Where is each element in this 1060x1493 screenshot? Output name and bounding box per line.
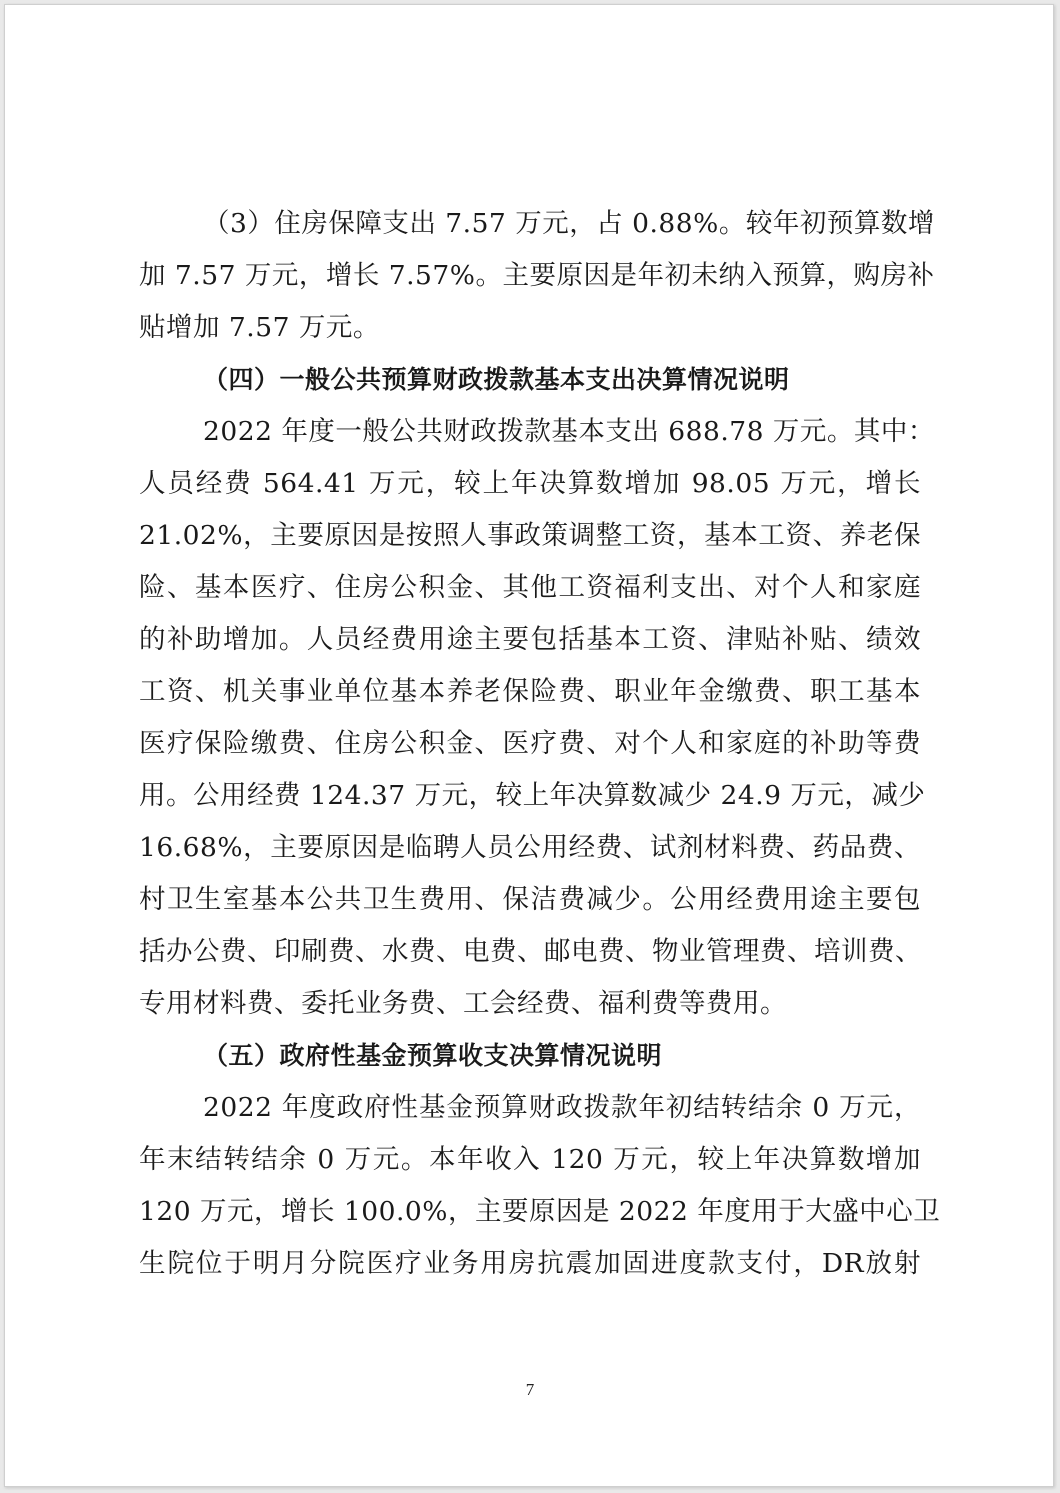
paragraph-line: 人员经费 564.41 万元，较上年决算数增加 98.05 万元，增长 — [139, 468, 921, 499]
paragraph-line: 16.68%，主要原因是临聘人员公用经费、试剂材料费、药品费、 — [139, 832, 921, 863]
paragraph-line: 2022 年度政府性基金预算财政拨款年初结转结余 0 万元， — [203, 1092, 921, 1123]
paragraph-line: 村卫生室基本公共卫生费用、保洁费减少。公用经费用途主要包 — [139, 884, 921, 915]
paragraph-line: 年末结转结余 0 万元。本年收入 120 万元，较上年决算数增加 — [139, 1144, 921, 1175]
paragraph-line: 医疗保险缴费、住房公积金、医疗费、对个人和家庭的补助等费 — [139, 728, 921, 759]
page-number: 7 — [525, 1380, 535, 1399]
paragraph-line: 用。公用经费 124.37 万元，较上年决算数减少 24.9 万元，减少 — [139, 780, 926, 811]
paragraph-line: 120 万元，增长 100.0%，主要原因是 2022 年度用于大盛中心卫 — [139, 1196, 941, 1227]
paragraph-line: 贴增加 7.57 万元。 — [139, 312, 380, 343]
paragraph-line: 工资、机关事业单位基本养老保险费、职业年金缴费、职工基本 — [139, 676, 921, 707]
paragraph-line: 专用材料费、委托业务费、工会经费、福利费等费用。 — [139, 988, 787, 1019]
paragraph-line: 括办公费、印刷费、水费、电费、邮电费、物业管理费、培训费、 — [139, 936, 922, 967]
paragraph-line: 2022 年度一般公共财政拨款基本支出 688.78 万元。其中： — [203, 416, 935, 447]
paragraph-line: 生院位于明月分院医疗业务用房抗震加固进度款支付，DR放射 — [139, 1248, 921, 1279]
paragraph-line: 加 7.57 万元，增长 7.57%。主要原因是年初未纳入预算，购房补 — [139, 260, 935, 291]
section-heading: （五）政府性基金预算收支决算情况说明 — [203, 1041, 663, 1070]
paragraph-line: 的补助增加。人员经费用途主要包括基本工资、津贴补贴、绩效 — [139, 624, 921, 655]
paragraph-line: 21.02%，主要原因是按照人事政策调整工资，基本工资、养老保 — [139, 520, 921, 551]
paragraph-line: 险、基本医疗、住房公积金、其他工资福利支出、对个人和家庭 — [139, 572, 921, 603]
paragraph-line: （3）住房保障支出 7.57 万元，占 0.88%。较年初预算数增 — [203, 208, 935, 239]
section-heading: （四）一般公共预算财政拨款基本支出决算情况说明 — [203, 365, 790, 394]
